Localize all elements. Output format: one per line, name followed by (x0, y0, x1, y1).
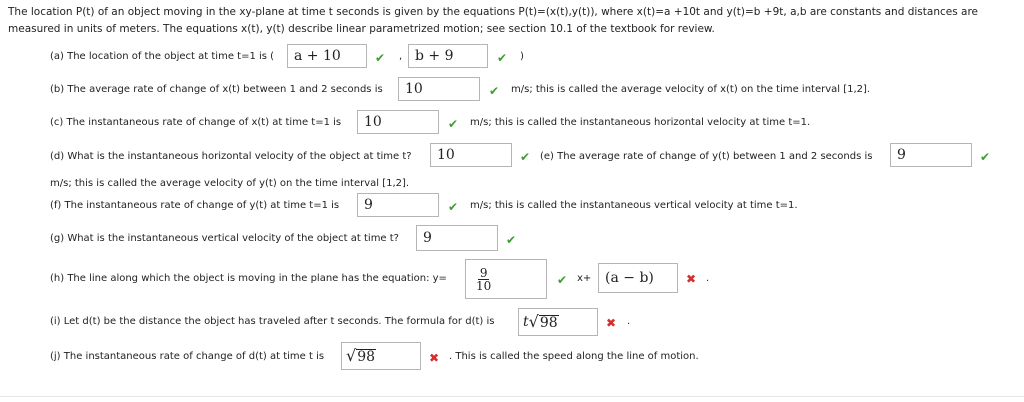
part-i-label: (i) Let d(t) be the distance the object has traveled after t seconds. The formula for d(t) is (50, 316, 495, 327)
part-c-after: m/s; this is called the instantaneous horizontal velocity at time t=1. (470, 117, 811, 128)
part-i-radicand: 98 (539, 315, 558, 331)
part-g-label: (g) What is the instantaneous vertical velocity of the object at time t? (50, 233, 399, 244)
part-f-label: (f) The instantaneous rate of change of y(t) at time t=1 is (50, 200, 340, 211)
part-f-after: m/s; this is called the instantaneous vertical velocity at time t=1. (470, 200, 798, 211)
bottom-divider (0, 396, 1024, 397)
part-h-check-icon: ✔ (557, 273, 568, 287)
part-b-label: (b) The average rate of change of x(t) between 1 and 2 seconds is (50, 84, 383, 95)
part-h-label: (h) The line along which the object is moving in the plane has the equation: y= (50, 273, 447, 284)
part-j-sqrt (346, 348, 376, 364)
part-c-answer[interactable]: 10 (357, 110, 439, 134)
part-a-check-2-icon: ✔ (497, 51, 508, 65)
part-i-end: . (627, 316, 631, 327)
intro-line-2: measured in units of meters. The equations x(t), y(t) describe linear parametrized motion; see section 10.1 of the textbook for review. (8, 23, 715, 35)
part-h-answer-1[interactable] (465, 259, 547, 299)
part-h-answer-2[interactable]: (a − b) (598, 263, 678, 293)
fraction-numerator: 9 (479, 265, 488, 280)
problem-intro (8, 4, 978, 38)
part-a-answer-1[interactable]: a + 10 (287, 44, 367, 68)
part-b-after: m/s; this is called the average velocity of x(t) on the time interval [1,2]. (511, 84, 871, 95)
part-a-label: (a) The location of the object at time t=1 is ( (50, 51, 275, 62)
part-c-label: (c) The instantaneous rate of change of x(t) at time t=1 is (50, 117, 342, 128)
part-e-label: (e) The average rate of change of y(t) between 1 and 2 seconds is (540, 151, 873, 162)
fraction-denominator: 10 (476, 278, 492, 293)
part-i-answer[interactable] (518, 308, 598, 336)
part-j-after: . This is called the speed along the line of motion. (449, 351, 699, 362)
part-f-answer[interactable]: 9 (357, 193, 439, 217)
part-d-answer[interactable]: 10 (430, 143, 512, 167)
part-j-answer[interactable] (341, 342, 421, 370)
part-h-x-plus: x+ (577, 273, 592, 284)
part-e-check-icon: ✔ (980, 150, 991, 164)
part-d-label: (d) What is the instantaneous horizontal velocity of the object at time t? (50, 151, 412, 162)
part-j-radicand: 98 (357, 349, 376, 365)
sqrt-icon: √ (528, 312, 539, 331)
part-d-check-icon: ✔ (520, 150, 531, 164)
part-a-close-paren: ) (520, 51, 524, 62)
part-f-check-icon: ✔ (448, 200, 459, 214)
part-i-cross-icon: ✖ (606, 316, 617, 330)
part-i-prefix: t (523, 314, 529, 330)
part-j-label: (j) The instantaneous rate of change of d(t) at time t is (50, 351, 325, 362)
part-i-sqrt (529, 314, 559, 330)
part-g-check-icon: ✔ (506, 233, 517, 247)
part-e-answer[interactable]: 9 (890, 143, 972, 167)
part-g-answer[interactable]: 9 (416, 225, 498, 251)
part-c-check-icon: ✔ (448, 117, 459, 131)
sqrt-icon: √ (346, 346, 357, 365)
part-e-after: m/s; this is called the average velocity of y(t) on the time interval [1,2]. (50, 178, 410, 189)
part-a-check-1-icon: ✔ (375, 51, 386, 65)
part-j-cross-icon: ✖ (429, 351, 440, 365)
part-b-answer[interactable]: 10 (398, 77, 480, 101)
intro-line-1: The location P(t) of an object moving in the xy-plane at time t seconds is given by the equations P(t)=(x(t),y(t)), where x(t)=a +10t and y(t)=b +9t, a,b are constants and distances are (8, 6, 978, 18)
part-b-check-icon: ✔ (489, 84, 500, 98)
part-h-end: . (706, 273, 710, 284)
part-h-cross-icon: ✖ (686, 272, 697, 286)
part-a-separator: , (399, 51, 403, 62)
part-h-fraction (474, 267, 493, 292)
part-a-answer-2[interactable]: b + 9 (408, 44, 488, 68)
